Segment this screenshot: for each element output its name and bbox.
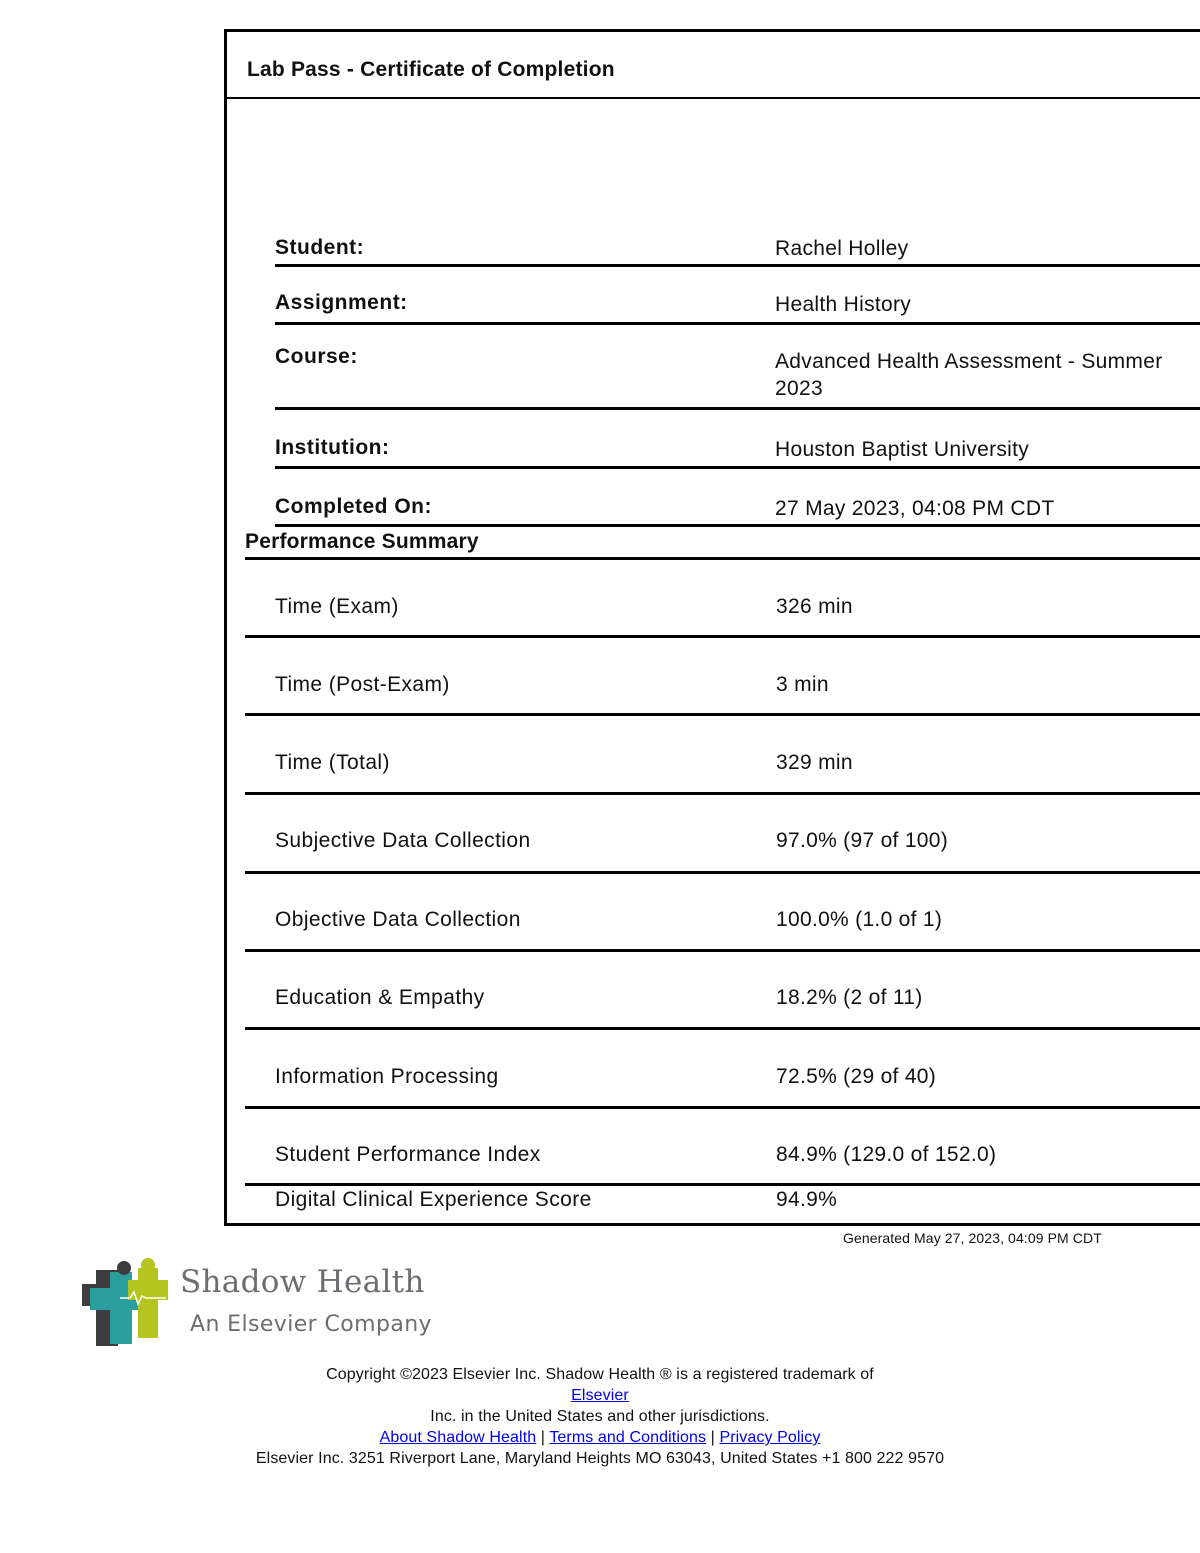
perf-value: 18.2% (2 of 11) bbox=[776, 986, 923, 1009]
perf-value: 326 min bbox=[776, 595, 853, 618]
perf-value: 97.0% (97 of 100) bbox=[776, 829, 949, 852]
perf-label: Time (Post-Exam) bbox=[275, 673, 450, 696]
info-row-assignment bbox=[275, 287, 1200, 325]
shadow-health-logo-icon bbox=[80, 1258, 175, 1350]
perf-row-dce-score bbox=[245, 1186, 1200, 1224]
perf-value: 84.9% (129.0 of 152.0) bbox=[776, 1143, 997, 1166]
perf-row-student-performance-index bbox=[245, 1109, 1200, 1186]
elsevier-link[interactable]: Elsevier bbox=[571, 1387, 629, 1404]
perf-label: Time (Exam) bbox=[275, 595, 399, 618]
info-row-institution bbox=[275, 432, 1200, 469]
info-value: Houston Baptist University bbox=[775, 438, 1030, 461]
footer-jurisdiction: Inc. in the United States and other jurisdictions. bbox=[430, 1408, 770, 1425]
logo-brand-text: Shadow Health bbox=[180, 1264, 425, 1300]
perf-label: Education & Empathy bbox=[275, 986, 485, 1009]
certificate-box bbox=[224, 29, 1200, 1226]
about-shadow-health-link[interactable]: About Shadow Health bbox=[379, 1429, 537, 1446]
perf-label: Subjective Data Collection bbox=[275, 829, 531, 852]
footer-address: Elsevier Inc. 3251 Riverport Lane, Maryland Heights MO 63043, United States +1 800 222 9570 bbox=[255, 1450, 945, 1467]
shadow-health-logo bbox=[80, 1258, 450, 1350]
perf-row-education-empathy bbox=[245, 952, 1200, 1030]
performance-summary-heading: Performance Summary bbox=[245, 530, 479, 553]
perf-value: 94.9% bbox=[776, 1188, 838, 1211]
perf-row-objective-data bbox=[245, 874, 1200, 952]
perf-label: Information Processing bbox=[275, 1065, 499, 1088]
certificate-title: Lab Pass - Certificate of Completion bbox=[247, 58, 615, 81]
perf-row-subjective-data bbox=[245, 795, 1200, 874]
link-separator: | bbox=[540, 1429, 546, 1446]
footer-links bbox=[0, 1427, 1200, 1448]
info-label: Assignment: bbox=[275, 291, 408, 314]
perf-label: Student Performance Index bbox=[275, 1143, 541, 1166]
info-value: Health History bbox=[775, 293, 912, 316]
privacy-policy-link[interactable]: Privacy Policy bbox=[719, 1429, 821, 1446]
perf-label: Digital Clinical Experience Score bbox=[275, 1188, 592, 1211]
logo-tagline-text: An Elsevier Company bbox=[190, 1312, 432, 1337]
info-row-student bbox=[275, 232, 1200, 267]
link-separator: | bbox=[710, 1429, 715, 1446]
info-label: Institution: bbox=[275, 436, 390, 459]
perf-value: 329 min bbox=[776, 751, 853, 774]
info-row-completed-on bbox=[275, 491, 1200, 527]
terms-and-conditions-link[interactable]: Terms and Conditions bbox=[549, 1429, 707, 1446]
perf-row-time-total bbox=[245, 716, 1200, 795]
info-label: Course: bbox=[275, 345, 358, 368]
footer-copyright: Copyright ©2023 Elsevier Inc. Shadow Health ® is a registered trademark of bbox=[326, 1366, 874, 1383]
info-label: Student: bbox=[275, 236, 365, 259]
perf-label: Objective Data Collection bbox=[275, 908, 521, 931]
perf-value: 72.5% (29 of 40) bbox=[776, 1065, 937, 1088]
perf-value: 100.0% (1.0 of 1) bbox=[776, 908, 943, 931]
info-value: Advanced Health Assessment - Summer 2023 bbox=[775, 350, 1163, 400]
perf-value: 3 min bbox=[776, 673, 829, 696]
title-divider bbox=[227, 97, 1200, 99]
info-value: 27 May 2023, 04:08 PM CDT bbox=[775, 497, 1055, 520]
perf-label: Time (Total) bbox=[275, 751, 390, 774]
perf-row-time-post-exam bbox=[245, 638, 1200, 716]
footer bbox=[0, 1364, 1200, 1469]
generated-timestamp: Generated May 27, 2023, 04:09 PM CDT bbox=[843, 1230, 1102, 1246]
info-row-course bbox=[275, 345, 1200, 410]
info-label: Completed On: bbox=[275, 495, 432, 518]
perf-row-information-processing bbox=[245, 1030, 1200, 1109]
info-value: Rachel Holley bbox=[775, 237, 909, 260]
perf-row-time-exam bbox=[245, 560, 1200, 638]
